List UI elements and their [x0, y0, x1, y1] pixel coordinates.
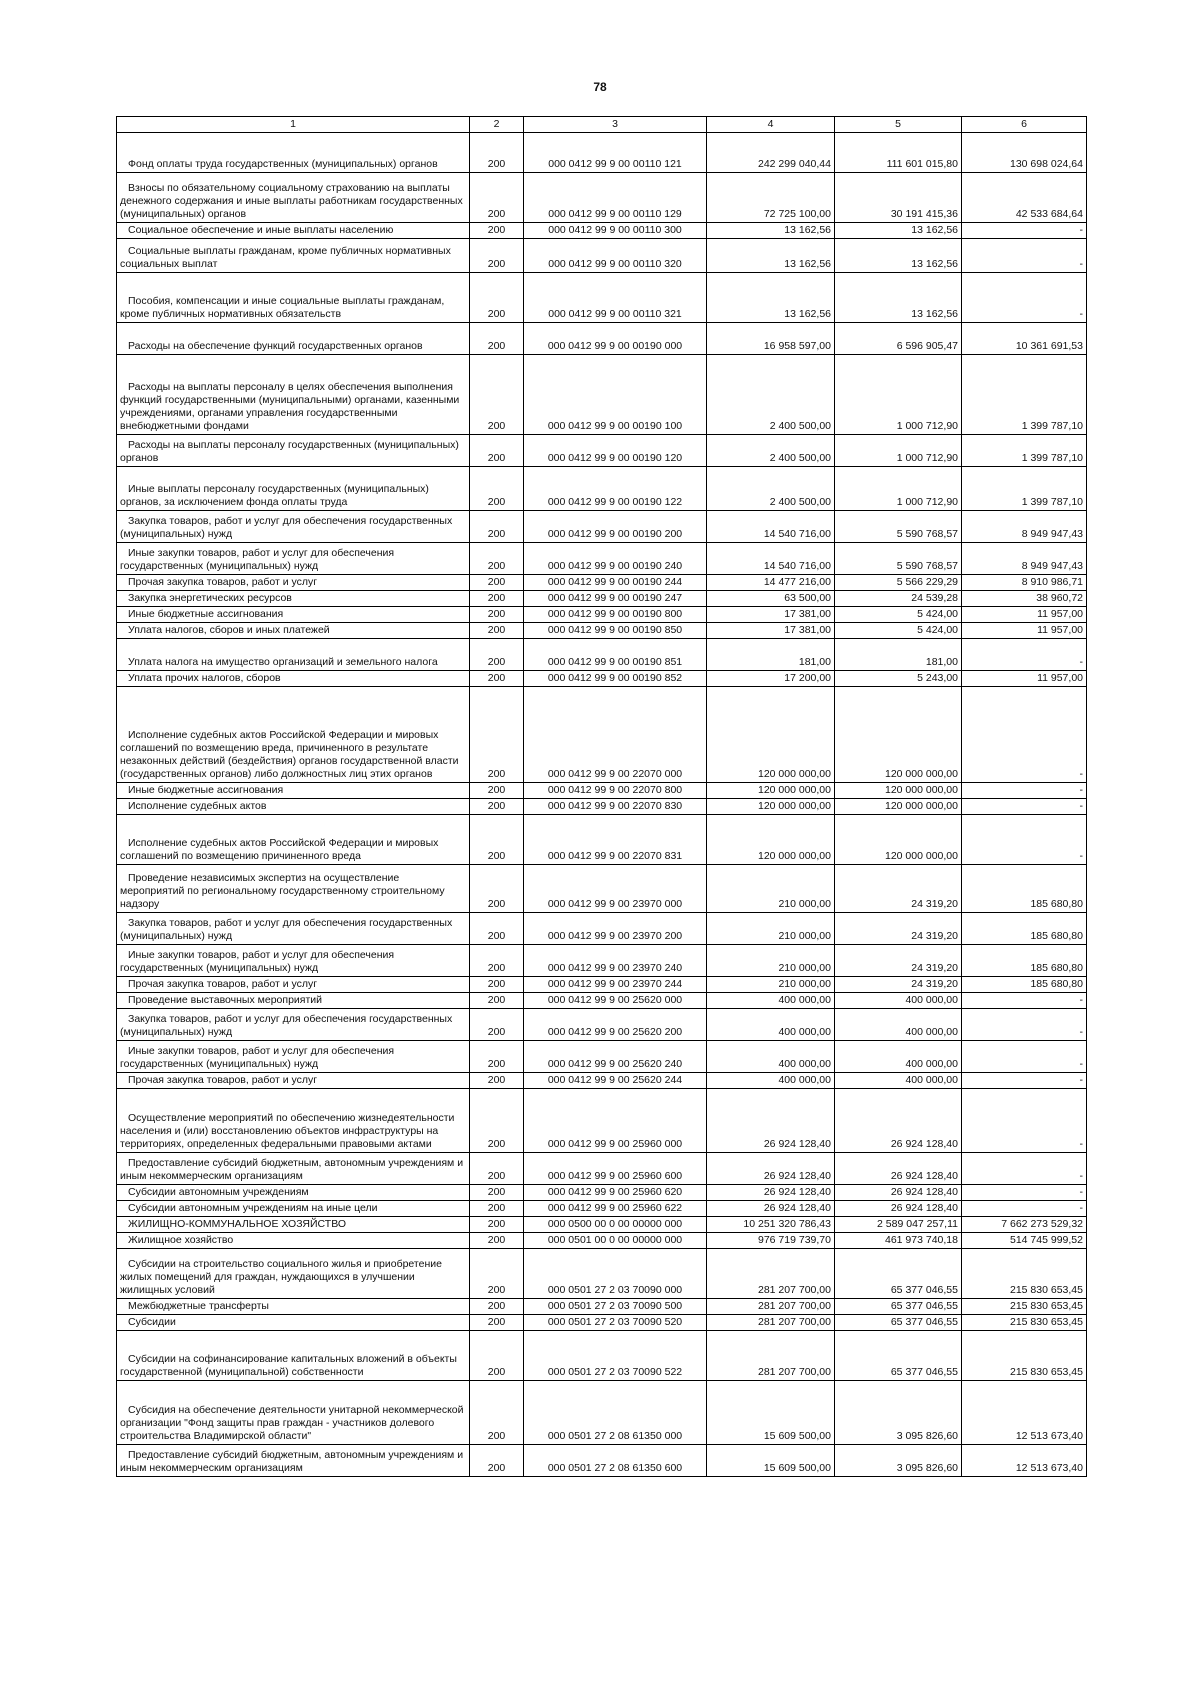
row-approved-amount: 400 000,00 [707, 993, 835, 1009]
row-line-code: 200 [470, 639, 524, 671]
column-header: 4 [707, 117, 835, 133]
row-unexecuted-amount: 185 680,80 [962, 945, 1087, 977]
row-budget-code: 000 0412 99 9 00 22070 800 [524, 783, 707, 799]
row-line-code: 200 [470, 1381, 524, 1445]
row-executed-amount: 24 319,20 [835, 945, 962, 977]
row-budget-code: 000 0501 27 2 03 70090 520 [524, 1315, 707, 1331]
table-row [117, 815, 1087, 865]
row-line-code: 200 [470, 1089, 524, 1153]
row-line-code: 200 [470, 1445, 524, 1477]
row-executed-amount: 65 377 046,55 [835, 1315, 962, 1331]
table-row [117, 783, 1087, 799]
row-unexecuted-amount: 11 957,00 [962, 623, 1087, 639]
table-row [117, 1153, 1087, 1185]
row-line-code: 200 [470, 977, 524, 993]
row-budget-code: 000 0412 99 9 00 00190 122 [524, 467, 707, 511]
row-budget-code: 000 0500 00 0 00 00000 000 [524, 1217, 707, 1233]
row-approved-amount: 181,00 [707, 639, 835, 671]
row-executed-amount: 26 924 128,40 [835, 1201, 962, 1217]
table-row [117, 323, 1087, 355]
row-budget-code: 000 0412 99 9 00 00190 120 [524, 435, 707, 467]
row-executed-amount: 65 377 046,55 [835, 1249, 962, 1299]
row-description: Межбюджетные трансферты [117, 1299, 470, 1315]
row-description: Иные выплаты персоналу государственных (муниципальных) органов, за исключением фонда оплаты труда [117, 467, 470, 511]
row-executed-amount: 111 601 015,80 [835, 133, 962, 173]
page-number: 78 [593, 80, 607, 94]
row-unexecuted-amount: - [962, 1153, 1087, 1185]
row-unexecuted-amount: - [962, 273, 1087, 323]
row-line-code: 200 [470, 323, 524, 355]
row-executed-amount: 1 000 712,90 [835, 435, 962, 467]
row-executed-amount: 120 000 000,00 [835, 815, 962, 865]
row-unexecuted-amount: - [962, 239, 1087, 273]
row-approved-amount: 120 000 000,00 [707, 799, 835, 815]
table-row [117, 945, 1087, 977]
table-row [117, 467, 1087, 511]
row-line-code: 200 [470, 1041, 524, 1073]
row-line-code: 200 [470, 273, 524, 323]
table-row [117, 913, 1087, 945]
row-line-code: 200 [470, 223, 524, 239]
row-line-code: 200 [470, 591, 524, 607]
table-row [117, 993, 1087, 1009]
table-row [117, 223, 1087, 239]
row-line-code: 200 [470, 799, 524, 815]
row-unexecuted-amount: - [962, 815, 1087, 865]
row-budget-code: 000 0501 27 2 03 70090 000 [524, 1249, 707, 1299]
row-executed-amount: 461 973 740,18 [835, 1233, 962, 1249]
row-unexecuted-amount: - [962, 1073, 1087, 1089]
row-line-code: 200 [470, 543, 524, 575]
row-approved-amount: 976 719 739,70 [707, 1233, 835, 1249]
table-row [117, 239, 1087, 273]
row-description: Иные закупки товаров, работ и услуг для обеспечения государственных (муниципальных) нужд [117, 1041, 470, 1073]
row-unexecuted-amount: 215 830 653,45 [962, 1331, 1087, 1381]
table-row [117, 173, 1087, 223]
row-unexecuted-amount: 185 680,80 [962, 865, 1087, 913]
table-row [117, 1381, 1087, 1445]
row-description: Пособия, компенсации и иные социальные выплаты гражданам, кроме публичных нормативных обязательств [117, 273, 470, 323]
row-budget-code: 000 0412 99 9 00 00190 000 [524, 323, 707, 355]
row-line-code: 200 [470, 993, 524, 1009]
row-executed-amount: 5 424,00 [835, 623, 962, 639]
row-approved-amount: 10 251 320 786,43 [707, 1217, 835, 1233]
row-budget-code: 000 0412 99 9 00 00190 244 [524, 575, 707, 591]
table-row [117, 575, 1087, 591]
row-approved-amount: 14 540 716,00 [707, 543, 835, 575]
row-approved-amount: 17 200,00 [707, 671, 835, 687]
row-description: Предоставление субсидий бюджетным, автономным учреждениям и иным некоммерческим организациям [117, 1153, 470, 1185]
row-executed-amount: 181,00 [835, 639, 962, 671]
row-approved-amount: 120 000 000,00 [707, 687, 835, 783]
row-line-code: 200 [470, 1201, 524, 1217]
row-executed-amount: 13 162,56 [835, 239, 962, 273]
row-approved-amount: 14 477 216,00 [707, 575, 835, 591]
row-unexecuted-amount: 11 957,00 [962, 671, 1087, 687]
row-description: Субсидия на обеспечение деятельности унитарной некоммерческой организации "Фонд защиты прав граждан - участников долевого строительства Владимирской области" [117, 1381, 470, 1445]
row-approved-amount: 26 924 128,40 [707, 1201, 835, 1217]
row-line-code: 200 [470, 173, 524, 223]
row-executed-amount: 65 377 046,55 [835, 1299, 962, 1315]
row-executed-amount: 13 162,56 [835, 273, 962, 323]
row-unexecuted-amount: 8 949 947,43 [962, 543, 1087, 575]
row-budget-code: 000 0412 99 9 00 23970 200 [524, 913, 707, 945]
row-approved-amount: 13 162,56 [707, 239, 835, 273]
row-approved-amount: 17 381,00 [707, 607, 835, 623]
row-description: Прочая закупка товаров, работ и услуг [117, 575, 470, 591]
row-budget-code: 000 0412 99 9 00 00110 129 [524, 173, 707, 223]
row-line-code: 200 [470, 467, 524, 511]
header-row [117, 117, 1087, 133]
row-budget-code: 000 0501 27 2 08 61350 000 [524, 1381, 707, 1445]
row-unexecuted-amount: 1 399 787,10 [962, 355, 1087, 435]
row-budget-code: 000 0412 99 9 00 00190 240 [524, 543, 707, 575]
row-budget-code: 000 0412 99 9 00 00190 851 [524, 639, 707, 671]
row-unexecuted-amount: - [962, 639, 1087, 671]
row-budget-code: 000 0501 27 2 03 70090 522 [524, 1331, 707, 1381]
row-executed-amount: 24 319,20 [835, 865, 962, 913]
row-description: Уплата налога на имущество организаций и земельного налога [117, 639, 470, 671]
row-budget-code: 000 0412 99 9 00 00110 321 [524, 273, 707, 323]
row-approved-amount: 120 000 000,00 [707, 815, 835, 865]
row-line-code: 200 [470, 815, 524, 865]
row-unexecuted-amount: 8 910 986,71 [962, 575, 1087, 591]
row-line-code: 200 [470, 1185, 524, 1201]
row-description: Расходы на выплаты персоналу в целях обеспечения выполнения функций государственными (муниципальными) органами, казенными учреждениями, органами управления государственными внебюджетными фондами [117, 355, 470, 435]
budget-table [116, 116, 1087, 1477]
table-row [117, 1089, 1087, 1153]
row-executed-amount: 24 319,20 [835, 913, 962, 945]
row-budget-code: 000 0412 99 9 00 23970 240 [524, 945, 707, 977]
row-budget-code: 000 0412 99 9 00 25960 620 [524, 1185, 707, 1201]
row-approved-amount: 26 924 128,40 [707, 1185, 835, 1201]
row-executed-amount: 400 000,00 [835, 1073, 962, 1089]
table-row [117, 623, 1087, 639]
row-description: Прочая закупка товаров, работ и услуг [117, 1073, 470, 1089]
row-description: Иные закупки товаров, работ и услуг для обеспечения государственных (муниципальных) нужд [117, 543, 470, 575]
table-row [117, 1217, 1087, 1233]
row-budget-code: 000 0412 99 9 00 25620 240 [524, 1041, 707, 1073]
row-line-code: 200 [470, 355, 524, 435]
row-unexecuted-amount: - [962, 1185, 1087, 1201]
row-executed-amount: 5 590 768,57 [835, 511, 962, 543]
row-approved-amount: 281 207 700,00 [707, 1315, 835, 1331]
row-line-code: 200 [470, 783, 524, 799]
row-line-code: 200 [470, 1233, 524, 1249]
row-approved-amount: 120 000 000,00 [707, 783, 835, 799]
row-executed-amount: 400 000,00 [835, 1009, 962, 1041]
row-line-code: 200 [470, 945, 524, 977]
row-unexecuted-amount: - [962, 1041, 1087, 1073]
row-approved-amount: 16 958 597,00 [707, 323, 835, 355]
row-description: Иные закупки товаров, работ и услуг для обеспечения государственных (муниципальных) нужд [117, 945, 470, 977]
table-row [117, 1331, 1087, 1381]
table-body [117, 133, 1087, 1477]
row-unexecuted-amount: - [962, 799, 1087, 815]
row-description: Фонд оплаты труда государственных (муниципальных) органов [117, 133, 470, 173]
row-executed-amount: 26 924 128,40 [835, 1089, 962, 1153]
row-description: Иные бюджетные ассигнования [117, 783, 470, 799]
table-row [117, 977, 1087, 993]
table-row [117, 865, 1087, 913]
row-executed-amount: 24 539,28 [835, 591, 962, 607]
row-budget-code: 000 0412 99 9 00 25960 600 [524, 1153, 707, 1185]
row-unexecuted-amount: 8 949 947,43 [962, 511, 1087, 543]
table-row [117, 687, 1087, 783]
row-line-code: 200 [470, 1315, 524, 1331]
row-line-code: 200 [470, 1009, 524, 1041]
row-executed-amount: 5 566 229,29 [835, 575, 962, 591]
row-approved-amount: 26 924 128,40 [707, 1089, 835, 1153]
row-description: Социальные выплаты гражданам, кроме публичных нормативных социальных выплат [117, 239, 470, 273]
table-row [117, 1185, 1087, 1201]
table-row [117, 1315, 1087, 1331]
row-description: Иные бюджетные ассигнования [117, 607, 470, 623]
row-unexecuted-amount: - [962, 783, 1087, 799]
row-description: Исполнение судебных актов [117, 799, 470, 815]
row-description: Субсидии на строительство социального жилья и приобретение жилых помещений для граждан, нуждающихся в улучшении жилищных условий [117, 1249, 470, 1299]
row-description: Закупка товаров, работ и услуг для обеспечения государственных (муниципальных) нужд [117, 1009, 470, 1041]
row-executed-amount: 26 924 128,40 [835, 1185, 962, 1201]
table-row [117, 591, 1087, 607]
row-line-code: 200 [470, 687, 524, 783]
row-executed-amount: 2 589 047 257,11 [835, 1217, 962, 1233]
column-header: 5 [835, 117, 962, 133]
row-budget-code: 000 0412 99 9 00 25620 200 [524, 1009, 707, 1041]
row-executed-amount: 3 095 826,60 [835, 1445, 962, 1477]
row-unexecuted-amount: 215 830 653,45 [962, 1315, 1087, 1331]
table-row [117, 1249, 1087, 1299]
row-description: Исполнение судебных актов Российской Федерации и мировых соглашений по возмещению причиненного вреда [117, 815, 470, 865]
row-unexecuted-amount: 185 680,80 [962, 913, 1087, 945]
row-line-code: 200 [470, 865, 524, 913]
column-header: 2 [470, 117, 524, 133]
row-unexecuted-amount: 1 399 787,10 [962, 435, 1087, 467]
row-budget-code: 000 0412 99 9 00 25960 622 [524, 1201, 707, 1217]
row-unexecuted-amount: - [962, 1089, 1087, 1153]
row-description: Субсидии на софинансирование капитальных вложений в объекты государственной (муниципальной) собственности [117, 1331, 470, 1381]
row-approved-amount: 13 162,56 [707, 273, 835, 323]
row-line-code: 200 [470, 671, 524, 687]
row-budget-code: 000 0412 99 9 00 23970 000 [524, 865, 707, 913]
row-executed-amount: 400 000,00 [835, 1041, 962, 1073]
row-description: Субсидии автономным учреждениям [117, 1185, 470, 1201]
row-description: Социальное обеспечение и иные выплаты населению [117, 223, 470, 239]
row-approved-amount: 210 000,00 [707, 977, 835, 993]
row-approved-amount: 281 207 700,00 [707, 1299, 835, 1315]
row-unexecuted-amount: 42 533 684,64 [962, 173, 1087, 223]
row-budget-code: 000 0412 99 9 00 00190 852 [524, 671, 707, 687]
row-unexecuted-amount: 12 513 673,40 [962, 1445, 1087, 1477]
row-approved-amount: 281 207 700,00 [707, 1249, 835, 1299]
row-description: Закупка товаров, работ и услуг для обеспечения государственных (муниципальных) нужд [117, 511, 470, 543]
row-unexecuted-amount: 10 361 691,53 [962, 323, 1087, 355]
row-budget-code: 000 0412 99 9 00 00110 300 [524, 223, 707, 239]
row-budget-code: 000 0412 99 9 00 00190 800 [524, 607, 707, 623]
row-executed-amount: 13 162,56 [835, 223, 962, 239]
row-budget-code: 000 0412 99 9 00 22070 831 [524, 815, 707, 865]
row-description: Субсидии [117, 1315, 470, 1331]
row-approved-amount: 210 000,00 [707, 913, 835, 945]
table-row [117, 355, 1087, 435]
column-header: 6 [962, 117, 1087, 133]
row-line-code: 200 [470, 1153, 524, 1185]
row-approved-amount: 26 924 128,40 [707, 1153, 835, 1185]
table-row [117, 511, 1087, 543]
row-unexecuted-amount: 185 680,80 [962, 977, 1087, 993]
row-approved-amount: 17 381,00 [707, 623, 835, 639]
row-description: Уплата прочих налогов, сборов [117, 671, 470, 687]
row-budget-code: 000 0412 99 9 00 22070 830 [524, 799, 707, 815]
row-description: Закупка энергетических ресурсов [117, 591, 470, 607]
row-approved-amount: 2 400 500,00 [707, 435, 835, 467]
row-approved-amount: 13 162,56 [707, 223, 835, 239]
row-approved-amount: 15 609 500,00 [707, 1445, 835, 1477]
row-description: Проведение независимых экспертиз на осуществление мероприятий по региональному государственному строительному надзору [117, 865, 470, 913]
row-description: Субсидии автономным учреждениям на иные цели [117, 1201, 470, 1217]
row-budget-code: 000 0412 99 9 00 23970 244 [524, 977, 707, 993]
row-unexecuted-amount: 215 830 653,45 [962, 1249, 1087, 1299]
row-budget-code: 000 0412 99 9 00 25620 244 [524, 1073, 707, 1089]
row-unexecuted-amount: - [962, 223, 1087, 239]
table-row [117, 799, 1087, 815]
row-budget-code: 000 0412 99 9 00 00190 850 [524, 623, 707, 639]
row-unexecuted-amount: 12 513 673,40 [962, 1381, 1087, 1445]
row-line-code: 200 [470, 623, 524, 639]
row-approved-amount: 400 000,00 [707, 1073, 835, 1089]
table-row [117, 133, 1087, 173]
row-unexecuted-amount: - [962, 687, 1087, 783]
table-row [117, 1233, 1087, 1249]
row-line-code: 200 [470, 1249, 524, 1299]
row-description: Прочая закупка товаров, работ и услуг [117, 977, 470, 993]
table-row [117, 639, 1087, 671]
row-budget-code: 000 0501 00 0 00 00000 000 [524, 1233, 707, 1249]
row-budget-code: 000 0412 99 9 00 25960 000 [524, 1089, 707, 1153]
row-budget-code: 000 0412 99 9 00 00110 320 [524, 239, 707, 273]
row-line-code: 200 [470, 913, 524, 945]
table-row [117, 1009, 1087, 1041]
row-description: Предоставление субсидий бюджетным, автономным учреждениям и иным некоммерческим организациям [117, 1445, 470, 1477]
row-executed-amount: 120 000 000,00 [835, 783, 962, 799]
table-row [117, 1445, 1087, 1477]
row-unexecuted-amount: 7 662 273 529,32 [962, 1217, 1087, 1233]
row-line-code: 200 [470, 1331, 524, 1381]
row-approved-amount: 210 000,00 [707, 865, 835, 913]
row-executed-amount: 6 596 905,47 [835, 323, 962, 355]
row-executed-amount: 30 191 415,36 [835, 173, 962, 223]
row-unexecuted-amount: 1 399 787,10 [962, 467, 1087, 511]
row-description: Проведение выставочных мероприятий [117, 993, 470, 1009]
row-executed-amount: 1 000 712,90 [835, 467, 962, 511]
row-description: Расходы на обеспечение функций государственных органов [117, 323, 470, 355]
row-approved-amount: 72 725 100,00 [707, 173, 835, 223]
table-row [117, 1041, 1087, 1073]
row-unexecuted-amount: 130 698 024,64 [962, 133, 1087, 173]
row-executed-amount: 120 000 000,00 [835, 799, 962, 815]
table-row [117, 543, 1087, 575]
row-executed-amount: 5 590 768,57 [835, 543, 962, 575]
row-budget-code: 000 0412 99 9 00 00190 200 [524, 511, 707, 543]
row-approved-amount: 281 207 700,00 [707, 1331, 835, 1381]
row-unexecuted-amount: - [962, 993, 1087, 1009]
row-line-code: 200 [470, 1299, 524, 1315]
row-budget-code: 000 0412 99 9 00 25620 000 [524, 993, 707, 1009]
row-line-code: 200 [470, 239, 524, 273]
row-line-code: 200 [470, 435, 524, 467]
table-row [117, 435, 1087, 467]
row-budget-code: 000 0501 27 2 03 70090 500 [524, 1299, 707, 1315]
row-approved-amount: 15 609 500,00 [707, 1381, 835, 1445]
row-executed-amount: 24 319,20 [835, 977, 962, 993]
row-approved-amount: 242 299 040,44 [707, 133, 835, 173]
row-budget-code: 000 0412 99 9 00 00110 121 [524, 133, 707, 173]
row-approved-amount: 2 400 500,00 [707, 355, 835, 435]
row-approved-amount: 400 000,00 [707, 1009, 835, 1041]
row-description: Исполнение судебных актов Российской Федерации и мировых соглашений по возмещению вреда, причиненного в результате незаконных действий (бездействия) органов государственной власти (государственных органов) либо должностных лиц этих органов [117, 687, 470, 783]
row-executed-amount: 65 377 046,55 [835, 1331, 962, 1381]
row-executed-amount: 5 243,00 [835, 671, 962, 687]
column-header: 1 [117, 117, 470, 133]
row-approved-amount: 14 540 716,00 [707, 511, 835, 543]
row-line-code: 200 [470, 511, 524, 543]
table-row [117, 1073, 1087, 1089]
table-row [117, 1201, 1087, 1217]
row-line-code: 200 [470, 1217, 524, 1233]
row-approved-amount: 210 000,00 [707, 945, 835, 977]
row-unexecuted-amount: 514 745 999,52 [962, 1233, 1087, 1249]
row-description: Расходы на выплаты персоналу государственных (муниципальных) органов [117, 435, 470, 467]
row-approved-amount: 2 400 500,00 [707, 467, 835, 511]
column-header: 3 [524, 117, 707, 133]
row-budget-code: 000 0412 99 9 00 00190 247 [524, 591, 707, 607]
row-description: ЖИЛИЩНО-КОММУНАЛЬНОЕ ХОЗЯЙСТВО [117, 1217, 470, 1233]
row-unexecuted-amount: 11 957,00 [962, 607, 1087, 623]
row-line-code: 200 [470, 575, 524, 591]
row-description: Взносы по обязательному социальному страхованию на выплаты денежного содержания и иные выплаты работникам государственных (муниципальных) органов [117, 173, 470, 223]
row-approved-amount: 400 000,00 [707, 1041, 835, 1073]
row-approved-amount: 63 500,00 [707, 591, 835, 607]
row-description: Жилищное хозяйство [117, 1233, 470, 1249]
table-row [117, 1299, 1087, 1315]
table-row [117, 273, 1087, 323]
table-row [117, 607, 1087, 623]
row-unexecuted-amount: - [962, 1201, 1087, 1217]
row-budget-code: 000 0412 99 9 00 00190 100 [524, 355, 707, 435]
row-line-code: 200 [470, 607, 524, 623]
row-description: Осуществление мероприятий по обеспечению жизнедеятельности населения и (или) восстановлению объектов инфраструктуры на территориях, определенных федеральными правовыми актами [117, 1089, 470, 1153]
row-budget-code: 000 0501 27 2 08 61350 600 [524, 1445, 707, 1477]
row-executed-amount: 400 000,00 [835, 993, 962, 1009]
row-budget-code: 000 0412 99 9 00 22070 000 [524, 687, 707, 783]
table-row [117, 671, 1087, 687]
row-line-code: 200 [470, 133, 524, 173]
row-description: Закупка товаров, работ и услуг для обеспечения государственных (муниципальных) нужд [117, 913, 470, 945]
row-description: Уплата налогов, сборов и иных платежей [117, 623, 470, 639]
row-unexecuted-amount: 215 830 653,45 [962, 1299, 1087, 1315]
row-executed-amount: 1 000 712,90 [835, 355, 962, 435]
row-executed-amount: 5 424,00 [835, 607, 962, 623]
row-executed-amount: 26 924 128,40 [835, 1153, 962, 1185]
row-unexecuted-amount: 38 960,72 [962, 591, 1087, 607]
row-executed-amount: 3 095 826,60 [835, 1381, 962, 1445]
row-executed-amount: 120 000 000,00 [835, 687, 962, 783]
row-unexecuted-amount: - [962, 1009, 1087, 1041]
row-line-code: 200 [470, 1073, 524, 1089]
